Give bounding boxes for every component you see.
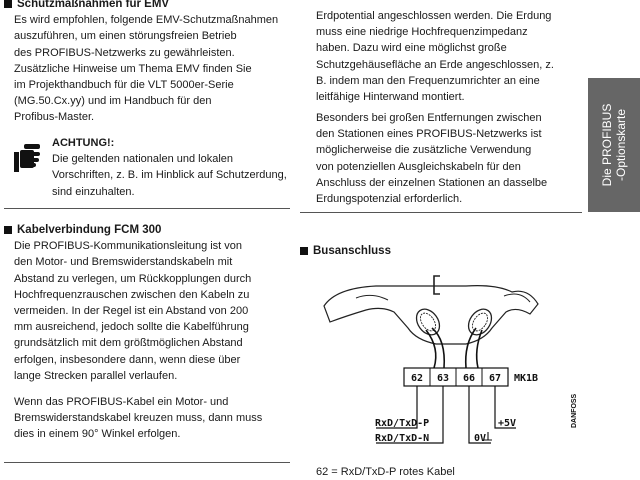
brand-label: DANFOSS [571,393,578,428]
cable-section [4,222,294,443]
text-line: des PROFIBUS-Netzwerks zu gewährleisten. [14,46,235,59]
section-bullet-icon [4,226,12,234]
divider [300,212,582,213]
text-line: lange Strecken parallel verlaufen. [14,369,178,382]
text-line: Schutzgehäusefläche an Erde angeschlossen, z. [316,58,554,71]
terminal-block [404,368,508,386]
text-line: mm ausreichend, jedoch sollte die Kabelführung [14,321,249,334]
right-column-para1 [316,8,588,105]
text-line: dies in einem 90° Winkel erfolgen. [14,428,181,441]
text-line: Bremswiderstandskabel kreuzen muss, dann muss [14,412,263,425]
text-line: im Projekthandbuch für die VLT 5000er-Serie [14,79,234,92]
left-column [4,0,294,126]
pointing-hand-icon [12,140,42,174]
text-line: grundsätzlich mit dem größtmöglichen Abstand [14,337,243,350]
housing-bracket [434,276,440,294]
text-line: Profibus-Master. [14,111,95,124]
text-line: Erdungspotenzial erforderlich. [316,193,463,206]
side-tab [588,78,640,212]
cable-paragraph [4,238,294,384]
text-line: Wenn das PROFIBUS-Kabel ein Motor- und [14,396,229,409]
text-line: muss eine niedrige Hochfrequenzimpedanz [316,26,528,39]
wire [426,330,436,368]
text-line: Die PROFIBUS-Kommunikationsleitung ist von [14,240,243,253]
text-line: erfolgen, insbesondere dann, wenn diese über [14,353,241,366]
text-line: möglicherweise die zusätzliche Verwendung [316,144,532,157]
divider [4,462,290,463]
text-line: leitfähige Hinterwand montiert. [316,91,465,104]
right-column-para2 [316,110,588,207]
warning-title: ACHTUNG!: [52,137,115,149]
text-line: von potenziellen Ausgleichskabeln für den [316,160,521,173]
text-line: haben. Dazu wird eine möglichst große [316,42,507,55]
terminal-label: 66 [462,373,476,384]
text-line: den Stationen eines PROFIBUS-Netzwerks ist [316,128,542,141]
diagram-caption: 62 = RxD/TxD-P rotes Kabel [316,466,455,478]
crossing-paragraph [4,394,294,443]
wire [477,330,482,368]
text-line: Erdpotential angeschlossen werden. Die Erdung [316,10,552,22]
terminal-label: 67 [488,373,502,384]
bus-heading-wrap [300,243,580,259]
section-bullet-icon [300,247,308,255]
text-line: (MG.50.Cx.yy) und im Handbuch für den [14,95,212,108]
bus-wiring-diagram [316,270,586,465]
signal-p-label: RxD/TxD-P [375,418,430,429]
text-line: Anschluss der einzelnen Stationen an dasselbe [316,176,548,189]
text-line: Besonders bei großen Entfernungen zwischen [316,112,542,124]
text-line: Die geltenden nationalen und lokalen [52,153,234,166]
text-line: Abstand zu verlegen, um Rückkopplungen durch [14,272,252,285]
text-line: B. indem man den Frequenzumrichter an eine [316,74,540,87]
text-line: Hochfrequenzrauschen zwischen den Kabeln zu [14,288,250,301]
text-line: den Motor- und Bremswiderstandskabeln mit [14,256,233,269]
bus-heading: Busanschluss [300,243,580,259]
text-line: vermeiden. In der Regel ist ein Abstand von 200 [14,305,249,318]
section-bullet-icon [4,0,12,8]
text-line: sind einzuhalten. [52,185,135,198]
signal-n-label: RxD/TxD-N [375,433,430,444]
text-line: Vorschriften, z. B. im Hinblick auf Schutzerdung, [52,169,287,182]
text-line: auszuführen, um einen störungsfreien Betrieb [14,30,237,43]
terminal-label: 62 [410,373,424,384]
side-tab-label: Die PROFIBUS -Optionskarte [600,103,628,187]
emv-paragraph [4,12,294,125]
block-label: MK1B [514,373,539,384]
emv-heading: Schutzmaßnahmen für EMV [4,0,294,12]
cable-heading: Kabelverbindung FCM 300 [4,222,294,238]
terminal-label: 63 [436,373,450,384]
warning-block [52,135,292,200]
divider [4,208,290,209]
text-line: Zusätzliche Hinweise um Thema EMV finden Sie [14,62,252,75]
zero-v-label: 0V [474,433,487,444]
plus5v-label: +5V [498,418,517,429]
text-line: Es wird empfohlen, folgende EMV-Schutzmaßnahmen [14,14,279,27]
